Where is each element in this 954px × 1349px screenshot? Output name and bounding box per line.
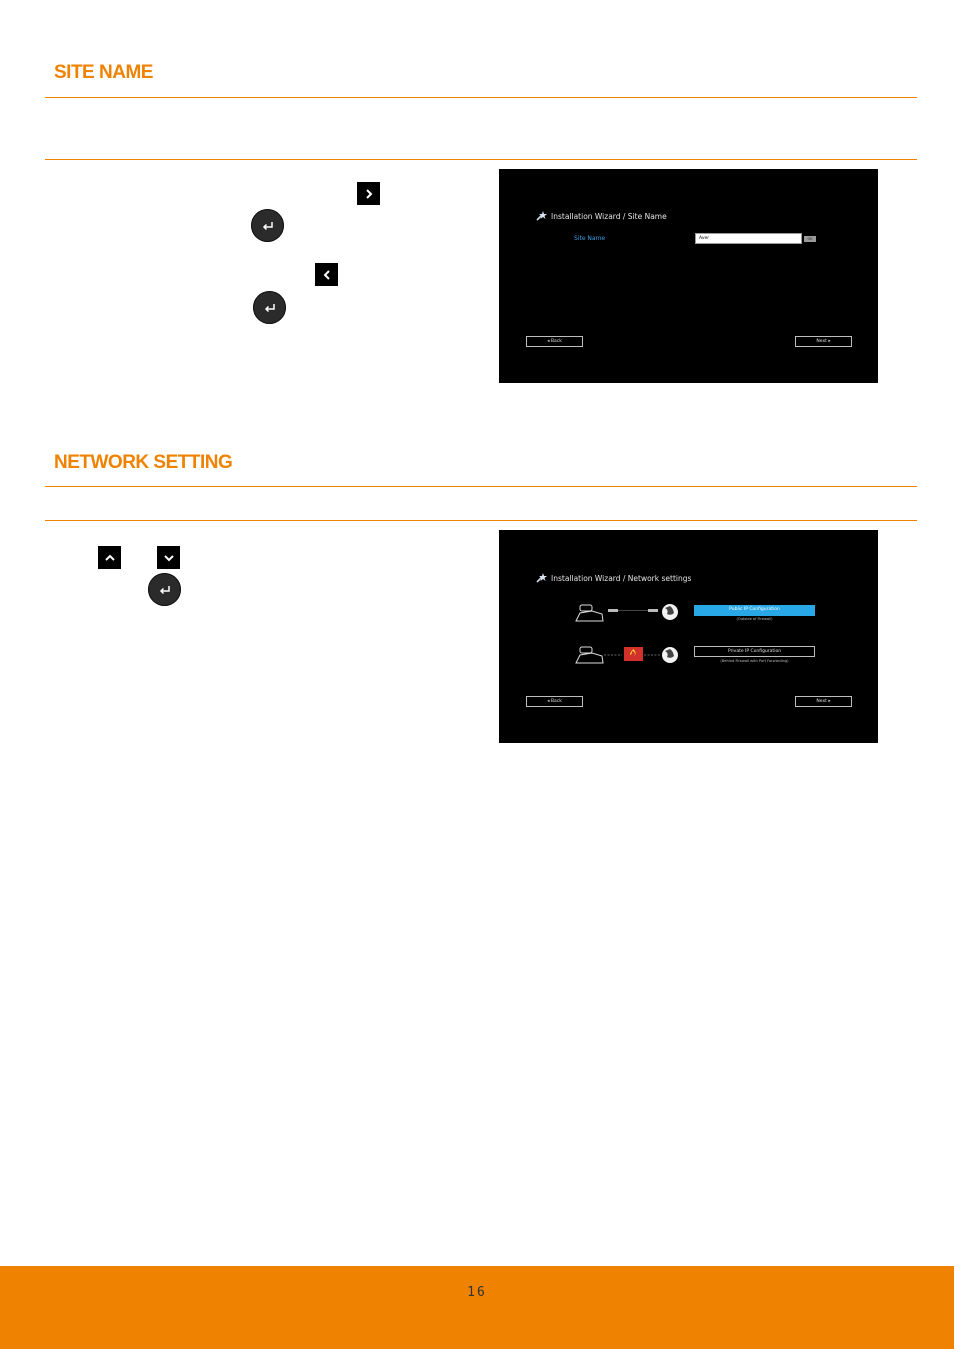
chevron-right-icon [357,182,380,205]
network-settings-screenshot [499,530,878,743]
ok-button[interactable]: OK [804,236,816,242]
site-name-screenshot [499,169,878,383]
wizard-title: Installation Wizard / Site Name [551,212,667,221]
chevron-down-icon [157,546,180,569]
public-network-diagram-icon [574,601,684,625]
enter-icon [251,209,284,242]
wizard-icon [536,210,550,222]
next-button[interactable]: Next ▸ [795,336,852,347]
back-button[interactable]: ◂ Back [526,696,583,707]
page-number: 16 [467,1285,487,1300]
chevron-up-icon [98,546,121,569]
site-name-label: Site Name [574,235,606,242]
private-network-diagram-icon [574,643,684,667]
next-button[interactable]: Next ▸ [795,696,852,707]
divider [45,520,917,521]
private-ip-subtitle: (Behind Firewall with Port Forwarding) [720,659,789,663]
divider [45,97,917,98]
private-ip-option[interactable]: Private IP Configuration [694,646,815,657]
site-name-input[interactable]: Aver [695,233,802,244]
public-ip-option[interactable]: Public IP Configuration [694,605,815,616]
wizard-icon [536,572,550,584]
public-ip-subtitle: (Outside of Firewall) [736,617,773,621]
page-footer [0,1266,954,1349]
wizard-title: Installation Wizard / Network settings [551,574,692,583]
back-button[interactable]: ◂ Back [526,336,583,347]
section-title-network-setting: NETWORK SETTING [54,452,233,473]
divider [45,159,917,160]
section-title-site-name: SITE NAME [54,62,153,83]
enter-icon [148,573,181,606]
enter-icon [253,291,286,324]
divider [45,486,917,487]
chevron-left-icon [315,263,338,286]
